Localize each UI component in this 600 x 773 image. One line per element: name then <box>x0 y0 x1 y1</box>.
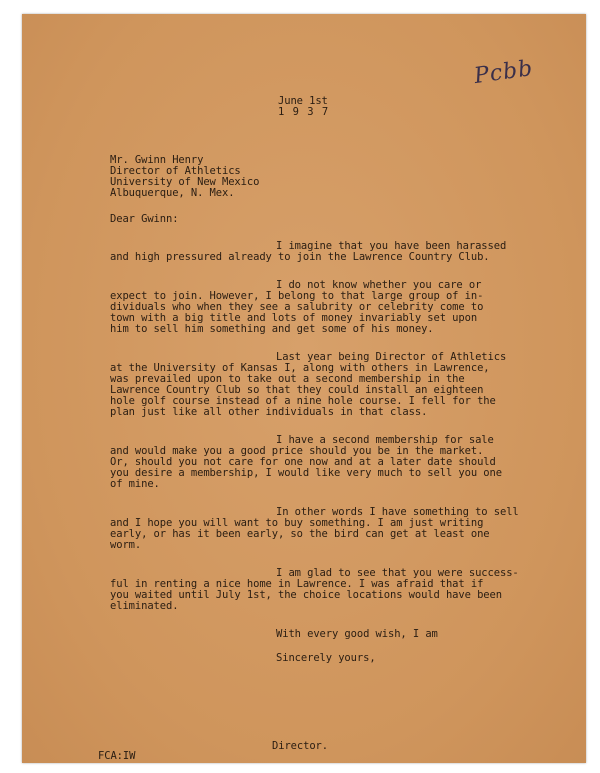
date-line: June 1st <box>278 95 328 107</box>
body-line: I do not know whether you care or <box>276 279 482 291</box>
body-line: of mine. <box>110 478 160 490</box>
body-line: him to sell him something and get some of his money. <box>110 323 434 335</box>
body-line: at the University of Kansas I, along with others in Lawrence, <box>110 362 490 374</box>
body-line: I am glad to see that you were success- <box>276 567 519 579</box>
body-line: plan just like all other individuals in that class. <box>110 406 428 418</box>
body-line: expect to join. However, I belong to that large group of in- <box>110 290 484 302</box>
body-line: I imagine that you have been harassed <box>276 240 507 252</box>
closing-line: With every good wish, I am <box>276 628 438 640</box>
body-line: hole golf course instead of a nine hole course. I fell for the <box>110 395 496 407</box>
body-line: Lawrence Country Club so that they could install an eighteen <box>110 384 484 396</box>
signature-title: Director. <box>272 740 328 752</box>
body-line: Or, should you not care for one now and at a later date should <box>110 456 496 468</box>
body-line: and I hope you will want to buy something. I am just writing <box>110 517 484 529</box>
recipient-line: Mr. Gwinn Henry <box>110 154 204 166</box>
body-line: ful in renting a nice home in Lawrence. I was afraid that if <box>110 578 484 590</box>
recipient-line: University of New Mexico <box>110 176 260 188</box>
handwritten-note: Pcbb <box>472 55 535 90</box>
body-line: town with a big title and lots of money invariably set upon <box>110 312 478 324</box>
body-line: Last year being Director of Athletics <box>276 351 507 363</box>
valediction: Sincerely yours, <box>276 652 376 664</box>
body-line: eliminated. <box>110 600 179 612</box>
body-line: I have a second membership for sale <box>276 434 494 446</box>
body-line: and would make you a good price should you be in the market. <box>110 445 484 457</box>
year-line: 1 9 3 7 <box>278 106 330 118</box>
body-line: In other words I have something to sell <box>276 506 519 518</box>
body-line: early, or has it been early, so the bird can get at least one <box>110 528 490 540</box>
body-line: worm. <box>110 539 142 551</box>
salutation: Dear Gwinn: <box>110 213 179 225</box>
recipient-line: Albuquerque, N. Mex. <box>110 187 235 199</box>
body-line: dividuals who when they see a salubrity or celebrity come to <box>110 301 484 313</box>
body-line: was prevailed upon to take out a second membership in the <box>110 373 465 385</box>
body-line: and high pressured already to join the Lawrence Country Club. <box>110 251 490 263</box>
body-line: you desire a membership, I would like very much to sell you one <box>110 467 502 479</box>
recipient-line: Director of Athletics <box>110 165 241 177</box>
body-line: you waited until July 1st, the choice locations would have been <box>110 589 502 601</box>
initials: FCA:IW <box>98 750 136 762</box>
letter-sheet <box>22 14 586 763</box>
